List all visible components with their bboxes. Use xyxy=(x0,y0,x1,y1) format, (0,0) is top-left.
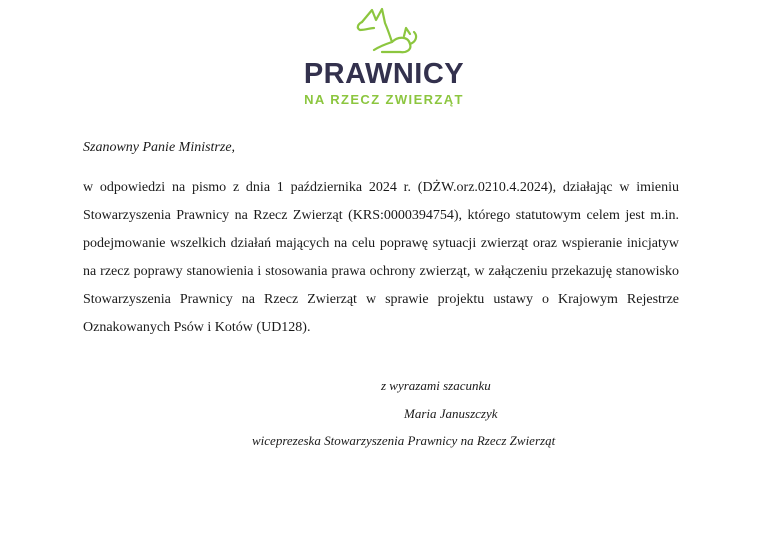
letter-salutation: Szanowny Panie Ministrze, xyxy=(83,140,236,155)
dog-cat-silhouette-icon xyxy=(352,6,422,56)
signature-role: wiceprezeska Stowarzyszenia Prawnicy na Rzecz Zwierząt xyxy=(252,433,556,448)
letter-body: w odpowiedzi na pismo z dnia 1 października 2024 r. (DŻW.orz.0210.4.2024), działając w imieniu Stowarzyszenia Prawnicy na Rzecz Zwierząt (KRS:0000394754), którego statutowym celem jest m.in. podejmowanie wszelkich działań mających na celu poprawę sytuacji zwierząt oraz wspieranie inicjatyw na rzecz poprawy stanowienia i stosowania prawa ochrony zwierząt, w załączeniu przekazuję stanowisko Stowarzyszenia Prawnicy na Rzecz Zwierząt w sprawie projektu ustawy o Krajowym Rejestrze Oznakowanych Psów i Kotów (UD128). xyxy=(83,180,679,335)
brand-name: PRAWNICY xyxy=(303,58,465,90)
brand-tagline: NA RZECZ ZWIERZĄT xyxy=(304,92,464,107)
signature-closing: z wyrazami szacunku xyxy=(381,378,491,393)
organization-logo xyxy=(0,0,768,112)
signature-name: Maria Januszczyk xyxy=(404,406,498,421)
